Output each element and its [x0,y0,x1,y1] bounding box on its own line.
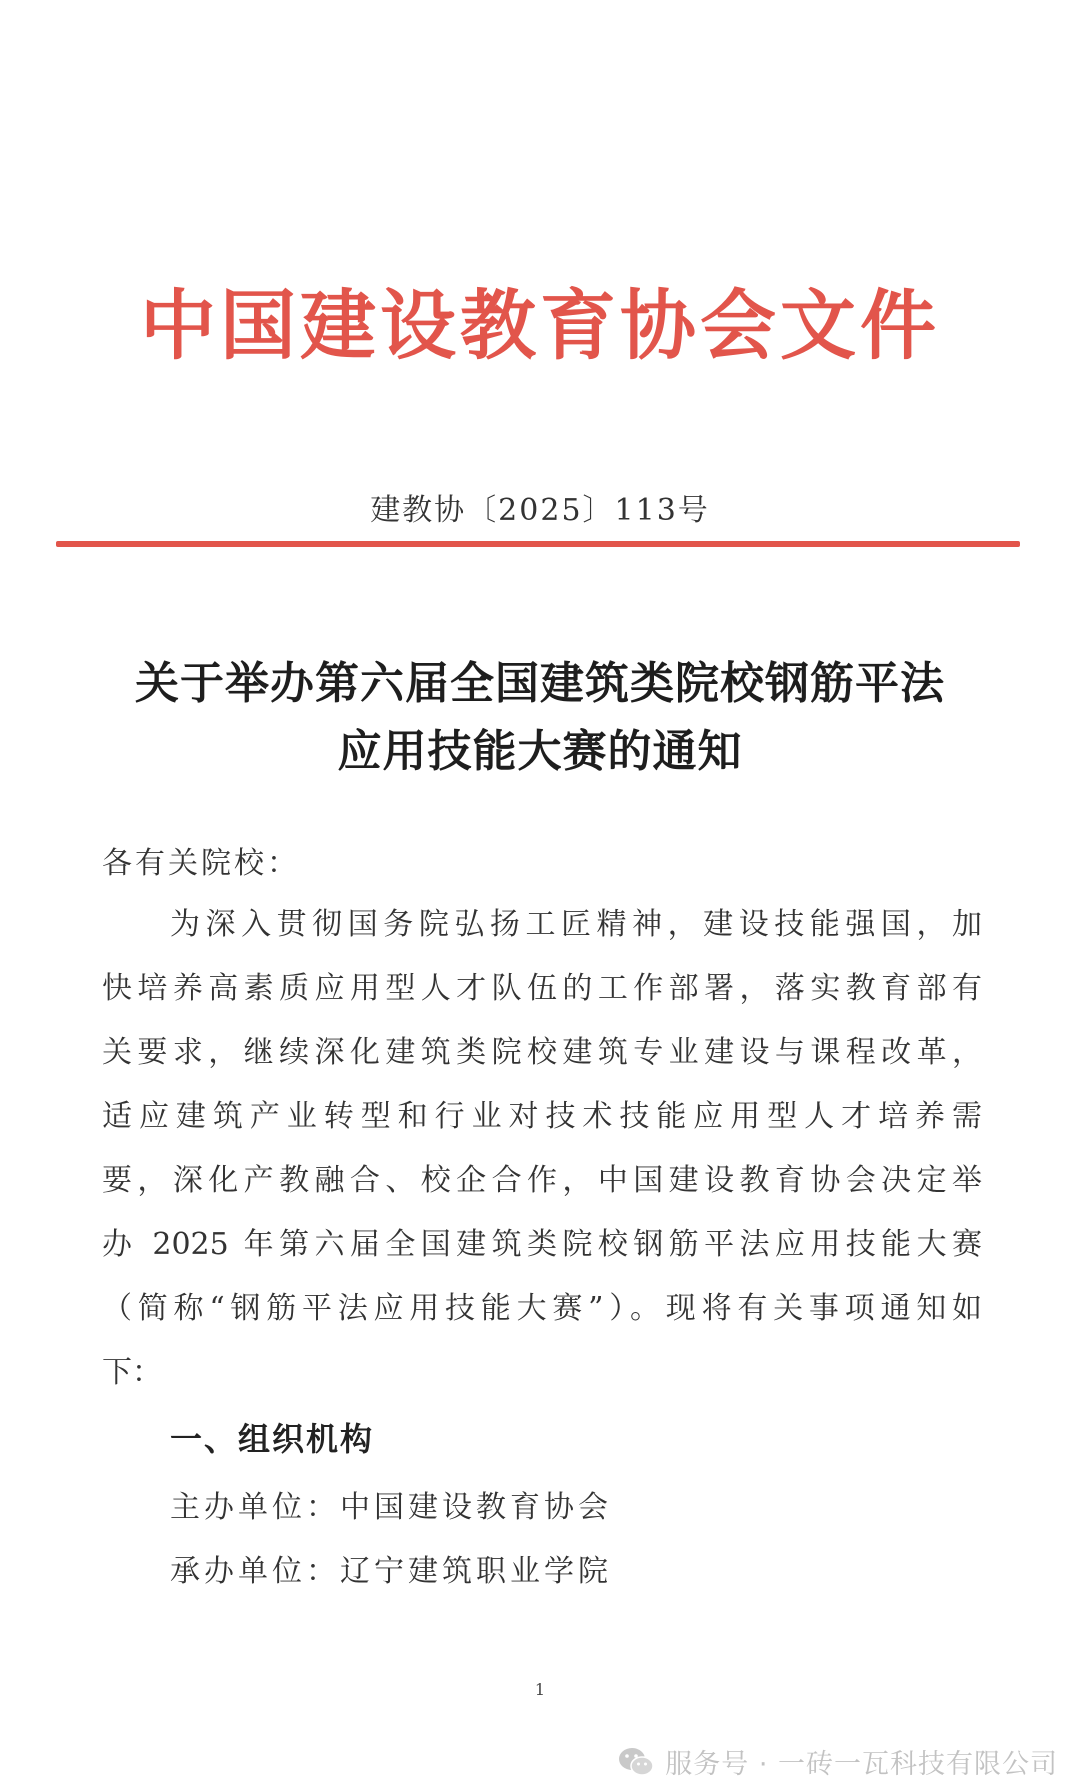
body-line: （简称“钢筋平法应用技能大赛”）。现将有关事项通知如 [102,1291,982,1326]
salutation: 各有关院校： [102,846,300,881]
notice-title-line-2: 应用技能大赛的通知 [337,726,743,777]
wechat-icon [617,1746,655,1778]
host-unit: 主办单位：中国建设教育协会 [170,1490,612,1525]
notice-title [0,650,1080,786]
notice-title-line-1: 关于举办第六届全国建筑类院校钢筋平法 [135,658,945,709]
section-heading: 一、组织机构 [170,1420,375,1458]
document-number: 建教协〔2025〕113号 [370,493,710,528]
body-line: 办 2025 年第六届全国建筑类院校钢筋平法应用技能大赛 [102,1227,982,1262]
body-paragraph [102,893,982,1405]
body-line: 适应建筑产业转型和行业对技术技能应用型人才培养需 [102,1099,982,1134]
body-line: 下： [102,1355,162,1390]
body-line: 为深入贯彻国务院弘扬工匠精神，建设技能强国，加 [170,907,982,942]
body-line: 快培养高素质应用型人才队伍的工作部署，落实教育部有 [102,971,982,1006]
document-header-title: 中国建设教育协会文件 [140,281,940,370]
watermark-text: 服务号 · 一砖一瓦科技有限公司 [665,1749,1058,1780]
organizer-unit: 承办单位：辽宁建筑职业学院 [170,1554,612,1589]
body-line: 要，深化产教融合、校企合作，中国建设教育协会决定举 [102,1163,982,1198]
red-divider [56,541,1020,547]
body-line: 关要求，继续深化建筑类院校建筑专业建设与课程改革， [102,1035,982,1070]
watermark [617,1742,1058,1781]
page-number: 1 [534,1680,546,1699]
